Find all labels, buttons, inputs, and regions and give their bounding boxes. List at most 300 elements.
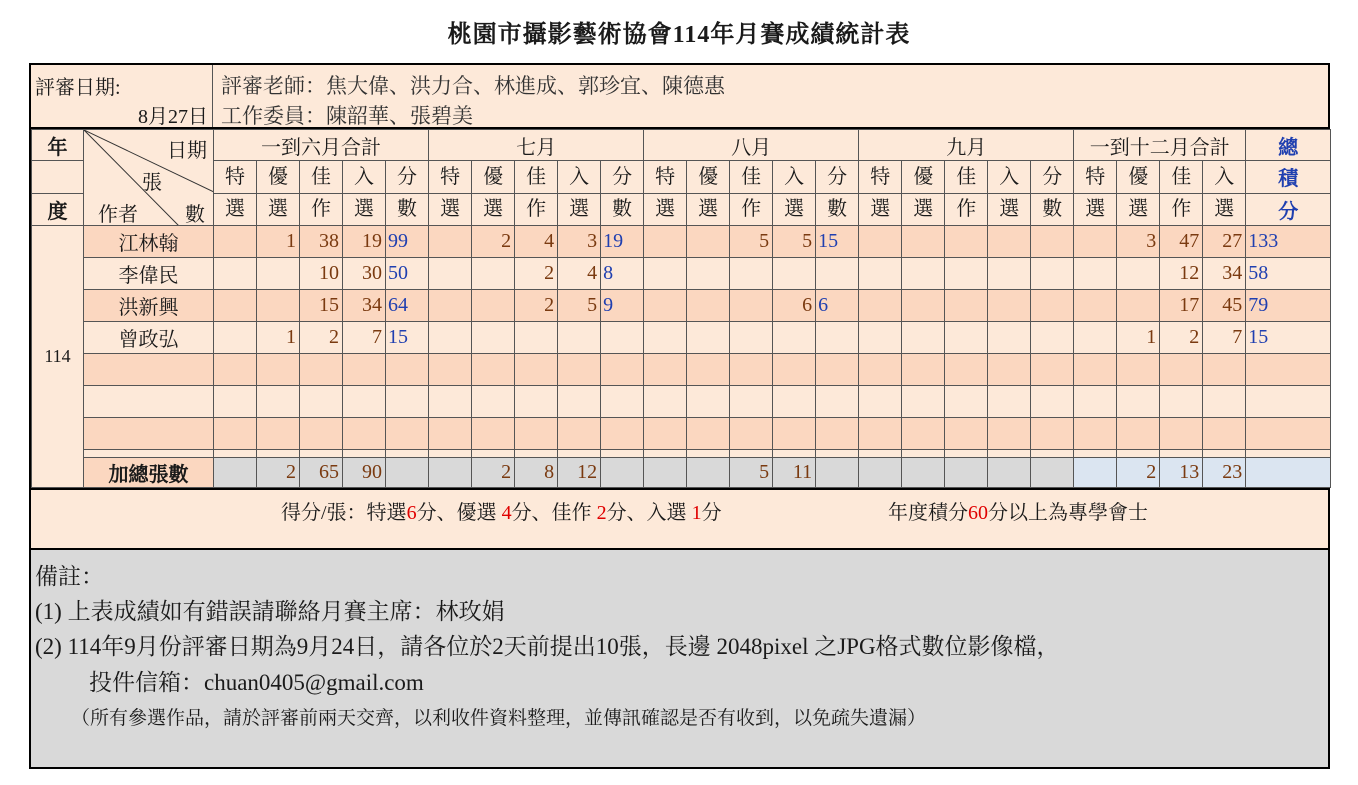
count-cell <box>859 226 902 258</box>
totals-cell <box>386 458 429 488</box>
count-cell: 4 <box>515 226 558 258</box>
author-name <box>84 418 214 450</box>
count-cell <box>730 322 773 354</box>
score-cell: 15 <box>386 322 429 354</box>
count-cell <box>902 322 945 354</box>
count-cell <box>902 226 945 258</box>
legend-text-5: 分 <box>701 502 722 524</box>
count-cell <box>472 386 515 418</box>
count-cell: 5 <box>730 226 773 258</box>
subheader-bottom: 作 <box>945 193 988 225</box>
count-cell: 27 <box>1203 226 1246 258</box>
totals-total <box>1246 458 1331 488</box>
subheader-top: 分 <box>816 161 859 193</box>
totals-row <box>32 458 1331 488</box>
author-name: 洪新興 <box>84 290 214 322</box>
year-header-top: 年 <box>32 130 84 161</box>
table-row <box>32 322 1331 354</box>
subheader-top: 入 <box>343 161 386 193</box>
count-cell <box>1074 354 1117 386</box>
score-cell: 6 <box>816 290 859 322</box>
subheader-bottom: 作 <box>1160 193 1203 225</box>
count-cell <box>429 418 472 450</box>
totals-cell: 5 <box>730 458 773 488</box>
count-cell <box>859 386 902 418</box>
score-cell: 50 <box>386 258 429 290</box>
legend-value-merit: 2 <box>596 502 607 524</box>
count-cell: 7 <box>343 322 386 354</box>
totals-cell: 65 <box>300 458 343 488</box>
count-cell <box>343 386 386 418</box>
count-cell <box>300 354 343 386</box>
score-cell <box>816 386 859 418</box>
count-cell <box>644 418 687 450</box>
author-name: 李偉民 <box>84 258 214 290</box>
corner-count-label: 數 <box>185 204 205 226</box>
score-cell <box>1031 290 1074 322</box>
count-cell <box>859 354 902 386</box>
count-cell <box>687 386 730 418</box>
score-cell <box>1031 258 1074 290</box>
count-cell <box>1117 290 1160 322</box>
subheader-bottom: 選 <box>644 193 687 225</box>
note-line-3: 投件信箱：chuan0405@gmail.com <box>89 670 424 695</box>
count-cell <box>472 322 515 354</box>
score-cell <box>601 354 644 386</box>
scoring-legend <box>31 488 1328 548</box>
count-cell <box>644 226 687 258</box>
count-cell <box>859 290 902 322</box>
totals-cell <box>644 458 687 488</box>
count-cell <box>687 322 730 354</box>
subheader-top: 入 <box>773 161 816 193</box>
total-header-top: 總 <box>1246 130 1331 161</box>
score-cell <box>1031 386 1074 418</box>
totals-cell: 12 <box>558 458 601 488</box>
subheader-top: 優 <box>1117 161 1160 193</box>
count-cell <box>687 226 730 258</box>
subheader-bottom: 數 <box>816 193 859 225</box>
group-header-2: 八月 <box>644 130 859 161</box>
count-cell <box>1074 258 1117 290</box>
subheader-top: 入 <box>1203 161 1246 193</box>
count-cell <box>214 322 257 354</box>
author-name <box>84 354 214 386</box>
subheader-bottom: 選 <box>214 193 257 225</box>
totals-cell <box>214 458 257 488</box>
count-cell <box>945 354 988 386</box>
count-cell <box>1160 386 1203 418</box>
count-cell <box>1160 418 1203 450</box>
page-title: 桃園市攝影藝術協會114年月賽成績統計表 <box>447 22 911 48</box>
count-cell: 19 <box>343 226 386 258</box>
count-cell <box>730 354 773 386</box>
count-cell <box>1203 386 1246 418</box>
totals-cell: 2 <box>257 458 300 488</box>
note-line-4: （所有參選作品，請於評審前兩天交齊，以利收件資料整理，並傳訊確認是否有收到，以免疏失遺漏） <box>71 708 927 729</box>
subheader-top: 特 <box>859 161 902 193</box>
count-cell <box>257 290 300 322</box>
subheader-bottom: 選 <box>988 193 1031 225</box>
totals-cell <box>429 458 472 488</box>
count-cell <box>1117 418 1160 450</box>
totals-label: 加總張數 <box>84 458 214 488</box>
count-cell <box>1117 354 1160 386</box>
count-cell <box>257 418 300 450</box>
subheader-bottom: 選 <box>773 193 816 225</box>
count-cell <box>214 226 257 258</box>
count-cell: 5 <box>558 290 601 322</box>
score-cell <box>816 418 859 450</box>
count-cell <box>945 258 988 290</box>
total-score: 58 <box>1246 258 1331 290</box>
subheader-bottom: 選 <box>687 193 730 225</box>
count-cell: 34 <box>1203 258 1246 290</box>
count-cell: 1 <box>1117 322 1160 354</box>
judges-line: 評審老師：焦大偉、洪力合、林進成、郭珍宜、陳德惠 <box>221 74 725 98</box>
count-cell <box>1074 418 1117 450</box>
year-value: 114 <box>32 226 84 488</box>
count-cell: 10 <box>300 258 343 290</box>
count-cell <box>429 354 472 386</box>
subheader-top: 佳 <box>515 161 558 193</box>
score-cell <box>386 386 429 418</box>
count-cell <box>945 226 988 258</box>
totals-cell <box>687 458 730 488</box>
count-cell <box>1074 386 1117 418</box>
corner-author-label: 作者 <box>98 204 138 226</box>
total-header-bottom: 分 <box>1246 193 1331 225</box>
totals-cell <box>1074 458 1117 488</box>
subheader-top: 分 <box>601 161 644 193</box>
subheader-top: 優 <box>902 161 945 193</box>
info-header <box>31 65 1328 129</box>
count-cell <box>558 354 601 386</box>
count-cell <box>859 258 902 290</box>
count-cell: 5 <box>773 226 816 258</box>
score-cell <box>1031 418 1074 450</box>
count-cell <box>343 418 386 450</box>
count-cell <box>214 258 257 290</box>
count-cell <box>687 258 730 290</box>
count-cell <box>1117 258 1160 290</box>
total-score: 133 <box>1246 226 1331 258</box>
totals-cell: 13 <box>1160 458 1203 488</box>
count-cell <box>773 418 816 450</box>
totals-cell <box>859 458 902 488</box>
count-cell <box>472 290 515 322</box>
count-cell: 45 <box>1203 290 1246 322</box>
legend-text-4: 分、入選 <box>606 502 692 524</box>
subheader-top: 優 <box>472 161 515 193</box>
count-cell <box>300 418 343 450</box>
subheader-bottom: 作 <box>515 193 558 225</box>
count-cell: 1 <box>257 226 300 258</box>
subheader-top: 入 <box>988 161 1031 193</box>
count-cell <box>644 386 687 418</box>
count-cell <box>687 290 730 322</box>
totals-cell: 11 <box>773 458 816 488</box>
group-header-0: 一到六月合計 <box>214 130 429 161</box>
judge-date-label: 評審日期: <box>35 77 121 99</box>
count-cell <box>773 322 816 354</box>
count-cell <box>214 354 257 386</box>
note-line-2: (2) 114年9月份評審日期為9月24日，請各位於2天前提出10張，長邊 2048pixel 之JPG格式數位影像檔， <box>35 634 1060 659</box>
totals-cell: 8 <box>515 458 558 488</box>
count-cell <box>902 258 945 290</box>
count-cell: 2 <box>300 322 343 354</box>
group-header-4: 一到十二月合計 <box>1074 130 1246 161</box>
notes-heading: 備註： <box>35 564 104 589</box>
subheader-top: 特 <box>644 161 687 193</box>
score-cell: 64 <box>386 290 429 322</box>
count-cell <box>1074 290 1117 322</box>
legend-text-3: 分、佳作 <box>511 502 597 524</box>
count-cell: 15 <box>300 290 343 322</box>
count-cell: 2 <box>1160 322 1203 354</box>
count-cell <box>988 418 1031 450</box>
year-header-bottom: 度 <box>32 193 84 225</box>
score-cell: 9 <box>601 290 644 322</box>
totals-cell <box>945 458 988 488</box>
count-cell <box>1203 418 1246 450</box>
annual-text-2: 分以上為專學會士 <box>988 502 1148 524</box>
count-cell <box>945 418 988 450</box>
count-cell <box>988 386 1031 418</box>
legend-value-selected: 1 <box>691 502 702 524</box>
subheader-bottom: 選 <box>1074 193 1117 225</box>
score-cell <box>601 386 644 418</box>
count-cell <box>515 354 558 386</box>
count-cell <box>214 290 257 322</box>
subheader-bottom: 選 <box>1117 193 1160 225</box>
count-cell <box>644 290 687 322</box>
subheader-top: 佳 <box>945 161 988 193</box>
table-row <box>32 386 1331 418</box>
count-cell <box>902 418 945 450</box>
annual-text-1: 年度積分 <box>888 502 968 524</box>
count-cell <box>1117 386 1160 418</box>
score-cell <box>1031 354 1074 386</box>
count-cell <box>214 418 257 450</box>
count-cell <box>429 226 472 258</box>
total-header-mid: 積 <box>1246 161 1331 193</box>
subheader-bottom: 數 <box>386 193 429 225</box>
subheader-top: 佳 <box>300 161 343 193</box>
count-cell <box>558 418 601 450</box>
corner-header <box>84 130 214 226</box>
subheader-bottom: 作 <box>300 193 343 225</box>
count-cell <box>429 290 472 322</box>
notes-section <box>31 548 1328 767</box>
count-cell <box>945 386 988 418</box>
count-cell <box>558 322 601 354</box>
score-cell <box>386 354 429 386</box>
legend-text-1: 得分/張：特選 <box>281 502 407 524</box>
count-cell <box>773 386 816 418</box>
subheader-bottom: 作 <box>730 193 773 225</box>
legend-text-2: 分、優選 <box>416 502 502 524</box>
score-cell <box>601 322 644 354</box>
corner-sheets-label: 張 <box>142 172 162 194</box>
count-cell <box>773 258 816 290</box>
count-cell <box>902 290 945 322</box>
subheader-top: 優 <box>687 161 730 193</box>
group-header-3: 九月 <box>859 130 1074 161</box>
count-cell <box>300 386 343 418</box>
totals-cell: 90 <box>343 458 386 488</box>
subheader-bottom: 選 <box>558 193 601 225</box>
count-cell <box>902 354 945 386</box>
subheader-bottom: 選 <box>902 193 945 225</box>
score-cell <box>816 354 859 386</box>
count-cell <box>472 418 515 450</box>
score-cell <box>601 418 644 450</box>
subheader-bottom: 選 <box>429 193 472 225</box>
corner-date-label: 日期 <box>167 140 207 162</box>
count-cell <box>257 258 300 290</box>
subheader-bottom: 選 <box>343 193 386 225</box>
total-score: 79 <box>1246 290 1331 322</box>
subheader-bottom: 選 <box>257 193 300 225</box>
count-cell <box>773 354 816 386</box>
count-cell <box>644 354 687 386</box>
group-header-1: 七月 <box>429 130 644 161</box>
total-score: 15 <box>1246 322 1331 354</box>
count-cell: 7 <box>1203 322 1246 354</box>
score-table <box>31 129 1331 488</box>
subheader-top: 入 <box>558 161 601 193</box>
count-cell <box>730 386 773 418</box>
table-row <box>32 354 1331 386</box>
subheader-top: 分 <box>386 161 429 193</box>
legend-value-special: 6 <box>406 502 417 524</box>
subheader-bottom: 數 <box>601 193 644 225</box>
totals-cell <box>816 458 859 488</box>
count-cell <box>472 258 515 290</box>
count-cell: 12 <box>1160 258 1203 290</box>
count-cell <box>902 386 945 418</box>
table-row <box>32 290 1331 322</box>
count-cell <box>429 258 472 290</box>
count-cell: 6 <box>773 290 816 322</box>
count-cell <box>687 354 730 386</box>
subheader-top: 分 <box>1031 161 1074 193</box>
table-row <box>32 226 1331 258</box>
count-cell <box>343 354 386 386</box>
score-cell: 8 <box>601 258 644 290</box>
count-cell <box>429 322 472 354</box>
count-cell: 2 <box>472 226 515 258</box>
score-cell: 15 <box>816 226 859 258</box>
count-cell: 3 <box>1117 226 1160 258</box>
count-cell: 3 <box>558 226 601 258</box>
count-cell <box>988 290 1031 322</box>
count-cell: 47 <box>1160 226 1203 258</box>
score-cell <box>1031 226 1074 258</box>
count-cell: 4 <box>558 258 601 290</box>
total-score <box>1246 418 1331 450</box>
legend-value-excellent: 4 <box>501 502 512 524</box>
count-cell <box>257 386 300 418</box>
subheader-top: 佳 <box>730 161 773 193</box>
totals-cell <box>902 458 945 488</box>
count-cell <box>1160 354 1203 386</box>
subheader-top: 優 <box>257 161 300 193</box>
count-cell <box>988 354 1031 386</box>
subheader-bottom: 選 <box>859 193 902 225</box>
subheader-top: 特 <box>429 161 472 193</box>
count-cell <box>988 258 1031 290</box>
count-cell <box>730 418 773 450</box>
count-cell: 34 <box>343 290 386 322</box>
totals-cell <box>1031 458 1074 488</box>
subheader-top: 特 <box>1074 161 1117 193</box>
count-cell <box>472 354 515 386</box>
author-name <box>84 386 214 418</box>
score-cell: 19 <box>601 226 644 258</box>
totals-cell: 2 <box>1117 458 1160 488</box>
score-cell <box>386 418 429 450</box>
table-row <box>32 418 1331 450</box>
judge-date: 8月27日 <box>138 106 208 128</box>
subheader-top: 佳 <box>1160 161 1203 193</box>
staff-line: 工作委員：陳韶華、張碧美 <box>221 104 473 128</box>
score-cell: 99 <box>386 226 429 258</box>
count-cell <box>515 322 558 354</box>
totals-cell: 2 <box>472 458 515 488</box>
author-name: 曾政弘 <box>84 322 214 354</box>
count-cell <box>859 322 902 354</box>
count-cell <box>1074 322 1117 354</box>
count-cell: 17 <box>1160 290 1203 322</box>
subheader-bottom: 選 <box>1203 193 1246 225</box>
count-cell: 38 <box>300 226 343 258</box>
count-cell <box>945 322 988 354</box>
score-cell <box>816 258 859 290</box>
count-cell <box>429 386 472 418</box>
count-cell <box>988 322 1031 354</box>
subheader-top: 特 <box>214 161 257 193</box>
count-cell <box>644 258 687 290</box>
count-cell <box>644 322 687 354</box>
subheader-bottom: 選 <box>472 193 515 225</box>
score-cell <box>816 322 859 354</box>
totals-cell: 23 <box>1203 458 1246 488</box>
score-cell <box>1031 322 1074 354</box>
score-sheet <box>29 63 1330 769</box>
count-cell: 2 <box>515 290 558 322</box>
table-row <box>32 258 1331 290</box>
total-score <box>1246 354 1331 386</box>
author-name: 江林翰 <box>84 226 214 258</box>
totals-cell <box>988 458 1031 488</box>
note-line-1: (1) 上表成績如有錯誤請聯絡月賽主席：林玫娟 <box>35 599 505 624</box>
total-score <box>1246 386 1331 418</box>
annual-threshold: 60 <box>968 502 988 524</box>
count-cell <box>558 386 601 418</box>
totals-cell <box>601 458 644 488</box>
count-cell: 30 <box>343 258 386 290</box>
count-cell <box>515 418 558 450</box>
count-cell: 1 <box>257 322 300 354</box>
subheader-bottom: 數 <box>1031 193 1074 225</box>
count-cell <box>730 258 773 290</box>
count-cell <box>988 226 1031 258</box>
count-cell: 2 <box>515 258 558 290</box>
count-cell <box>945 290 988 322</box>
count-cell <box>257 354 300 386</box>
